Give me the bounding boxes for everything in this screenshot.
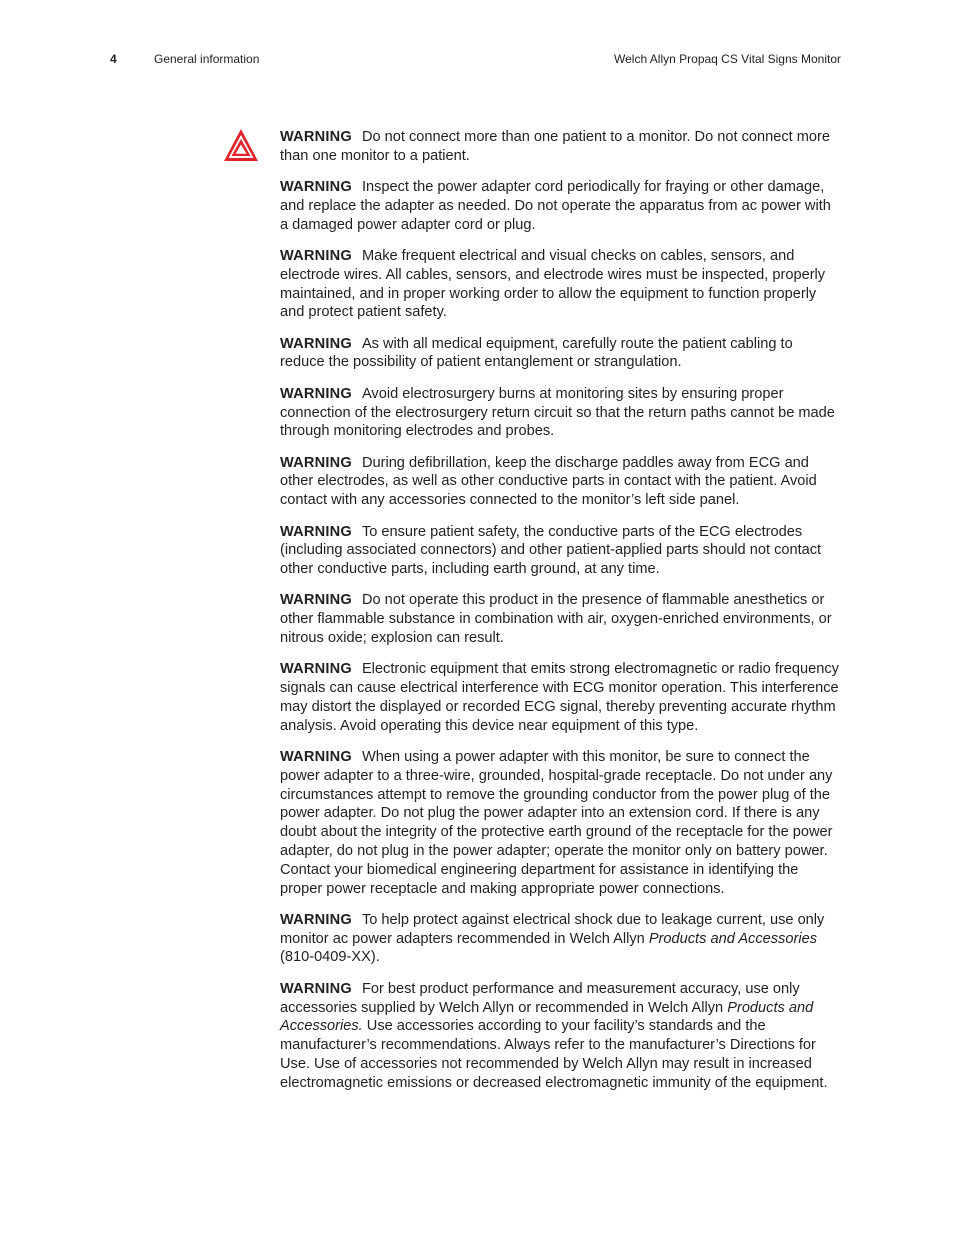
- document-title: Welch Allyn Propaq CS Vital Signs Monitor: [614, 52, 841, 66]
- warning-text-italic: Products and Accessories.: [280, 999, 814, 1035]
- warning-text: Use accessories according to your facility’s standards and the manufacturer’s recommendations. Always refer to the manufacturer’s Directions for Use. Use of accessories not recommended by Welch Allyn may result in increased electromagnetic emissions or decreased electromagnetic immunity of the equipment.: [280, 1018, 828, 1091]
- warning-label: WARNING: [280, 179, 352, 196]
- warning-label: WARNING: [280, 592, 352, 609]
- warning-text: Make frequent electrical and visual checks on cables, sensors, and electrode wires. All cables, sensors, and electrode wires must be inspected, properly maintained, and in proper working order to allow the equipment to function properly and protect patient safety.: [280, 247, 826, 321]
- warning-label: WARNING: [280, 335, 352, 352]
- warning-paragraph: [280, 980, 840, 1093]
- page-number: 4: [110, 52, 117, 66]
- warning-triangle-icon: [223, 128, 259, 162]
- warning-label: WARNING: [280, 980, 352, 997]
- page-header: [0, 52, 954, 70]
- warning-label: WARNING: [280, 247, 352, 264]
- warning-paragraph: [280, 660, 840, 735]
- warning-text: Avoid electrosurgery burns at monitoring sites by ensuring proper connection of the electrosurgery return circuit so that the return paths cannot be made through monitoring electrodes and probes.: [280, 385, 835, 440]
- section-title: General information: [154, 52, 260, 66]
- warning-text: To help protect against electrical shock due to leakage current, use only monitor ac power adapters recommended in Welch Allyn: [280, 911, 825, 947]
- warning-label: WARNING: [280, 454, 352, 471]
- warning-paragraph: [280, 247, 840, 322]
- warning-label: WARNING: [280, 523, 352, 540]
- warning-text: Do not connect more than one patient to a monitor. Do not connect more than one monitor to a patient.: [280, 129, 831, 164]
- warning-paragraph: [280, 454, 840, 510]
- warning-paragraph: [280, 523, 840, 579]
- warning-text: (810-0409-XX).: [280, 949, 380, 966]
- warning-label: WARNING: [280, 911, 352, 928]
- warning-text: As with all medical equipment, carefully route the patient cabling to reduce the possibility of patient entanglement or strangulation.: [280, 335, 793, 371]
- warning-text: Electronic equipment that emits strong electromagnetic or radio frequency signals can cause electrical interference with ECG monitor operation. This interference may distort the displayed or recorded ECG signal, thereby preventing accurate rhythm analysis. Avoid operating this device near equipment of this type.: [280, 661, 839, 734]
- warning-label: WARNING: [280, 385, 352, 402]
- warning-label: WARNING: [280, 129, 352, 145]
- warning-paragraph: [280, 911, 840, 967]
- warning-paragraph: [280, 335, 840, 373]
- warning-text: To ensure patient safety, the conductive parts of the ECG electrodes (including associated connectors) and other patient-applied parts should not contact other conductive parts, including earth ground, at any time.: [280, 523, 822, 578]
- warning-text: During defibrillation, keep the discharge paddles away from ECG and other electrodes, as well as other conductive parts in contact with the patient. Avoid contact with any accessories connected to the monitor’s left side panel.: [280, 454, 817, 509]
- warning-text: When using a power adapter with this monitor, be sure to connect the power adapter to a three-wire, grounded, hospital-grade receptacle. Do not under any circumstances attempt to remove the grounding conductor from the power plug of the power adapter. Do not plug the power adapter into an extension cord. If there is any doubt about the integrity of the protective earth ground of the receptacle for the power adapter, do not plug in the power adapter; operate the monitor only on battery power. Contact your biomedical engineering department for assistance in identifying the proper power receptacle and making appropriate power connections.: [280, 749, 833, 897]
- warning-text: For best product performance and measurement accuracy, use only accessories supplied by Welch Allyn or recommended in Welch Allyn: [280, 980, 800, 1016]
- warning-label: WARNING: [280, 661, 352, 678]
- warnings-list: [280, 128, 840, 1105]
- warning-paragraph: [280, 748, 840, 898]
- warning-text: Inspect the power adapter cord periodically for fraying or other damage, and replace the adapter as needed. Do not operate the apparatus from ac power with a damaged power adapter cord or plug.: [280, 179, 831, 233]
- warning-text: Do not operate this product in the presence of flammable anesthetics or other flammable substance in combination with air, oxygen-enriched environments, or nitrous oxide; explosion can result.: [280, 592, 832, 647]
- warning-paragraph: [280, 591, 840, 647]
- warning-text-italic: Products and Accessories: [648, 930, 817, 947]
- warning-paragraph: [280, 178, 840, 234]
- warning-paragraph: [280, 385, 840, 441]
- warning-paragraph: [280, 128, 840, 166]
- warning-label: WARNING: [280, 749, 352, 766]
